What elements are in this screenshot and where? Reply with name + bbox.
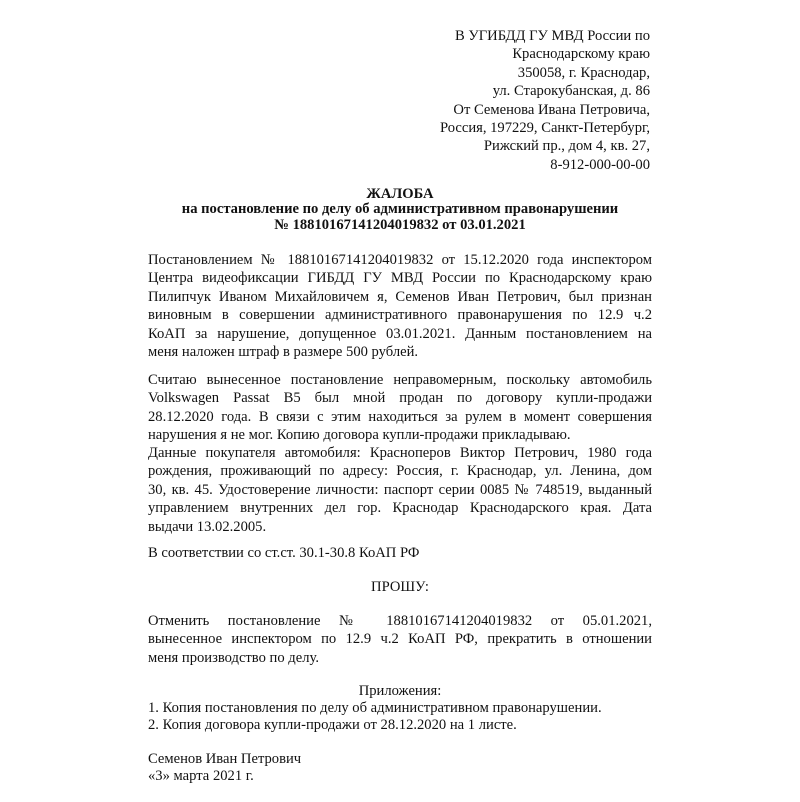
- paragraph-2: [148, 371, 652, 445]
- sender-phone: 8-912-000-00-00: [550, 156, 650, 173]
- text-line: Центра видеофиксации ГИБДД ГУ МВД России по Краснодарскому краю: [148, 270, 652, 287]
- text-line: 28.12.2020 года. В связи с этим находиться за рулем в момент совершения: [148, 408, 652, 425]
- text-line: рождения, проживающий по адресу: Россия, г. Краснодар, ул. Ленина, дом: [148, 463, 652, 480]
- legal-basis: В соответствии со ст.ст. 30.1-30.8 КоАП РФ: [148, 545, 420, 561]
- document-number: № 18810167141204019832 от 03.01.2021: [274, 217, 526, 233]
- recipient-line: В УГИБДД ГУ МВД России по: [455, 28, 650, 44]
- text-line: Постановлением № 18810167141204019832 от 15.12.2020 года инспектором: [148, 252, 652, 268]
- text-line: КоАП за нарушение, допущенное 03.01.2021. Данным постановлением на: [148, 325, 652, 342]
- request-text: [148, 612, 652, 667]
- text-line: меня наложен штраф в размере 500 рублей.: [148, 344, 419, 361]
- paragraph-1: [148, 251, 652, 361]
- sender-line: Россия, 197229, Санкт-Петербург,: [439, 120, 650, 137]
- sender-line: Рижский пр., дом 4, кв. 27,: [483, 138, 650, 155]
- text-line: Отменить постановление № 18810167141204019832 от 05.01.2021,: [148, 613, 652, 629]
- request-heading: ПРОШУ:: [371, 579, 429, 595]
- paragraph-3: [148, 444, 652, 536]
- text-line: Пилипчук Иваном Михайловичем я, Семенов Иван Петрович, был признан: [148, 288, 652, 305]
- sender-line: От Семенова Ивана Петровича,: [453, 101, 650, 118]
- attachments-heading: Приложения:: [358, 683, 442, 699]
- text-line: нарушения я не мог. Копию договора купли-продажи прикладываю.: [148, 427, 571, 444]
- text-line: меня производство по делу.: [148, 649, 319, 666]
- text-line: Данные покупателя автомобиля: Красноперов Виктор Петрович, 1980 года: [148, 445, 652, 461]
- document-title: ЖАЛОБА: [366, 186, 434, 202]
- document-subtitle: на постановление по делу об административном правонарушении: [181, 201, 619, 217]
- recipient-line: 350058, г. Краснодар,: [517, 64, 650, 81]
- text-line: виновным в совершении административного правонарушения по 12.9 ч.2: [148, 307, 652, 324]
- signature-date: «3» марта 2021 г.: [148, 768, 254, 784]
- recipient-address-block: [440, 27, 650, 174]
- signature-name: Семенов Иван Петрович: [148, 751, 302, 767]
- attachment-item: 1. Копия постановления по делу об административном правонарушении.: [148, 700, 602, 716]
- text-line: выдачи 13.02.2005.: [148, 518, 267, 535]
- text-line: 30, кв. 45. Удостоверение личности: паспорт серии 0085 № 748519, выданный: [148, 481, 652, 498]
- text-line: управлением внутренних дел гор. Краснодар Краснодарского края. Дата: [148, 500, 652, 517]
- text-line: Volkswagen Passat B5 был мной продан по договору купли-продажи: [148, 390, 652, 407]
- attachment-item: 2. Копия договора купли-продажи от 28.12.2020 на 1 листе.: [148, 717, 517, 733]
- text-line: Считаю вынесенное постановление неправомерным, поскольку автомобиль: [148, 372, 652, 388]
- recipient-line: Краснодарскому краю: [512, 46, 650, 63]
- recipient-line: ул. Старокубанская, д. 86: [492, 83, 650, 100]
- text-line: вынесенное инспектором по 12.9 ч.2 КоАП РФ, прекратить в отношении: [148, 631, 652, 648]
